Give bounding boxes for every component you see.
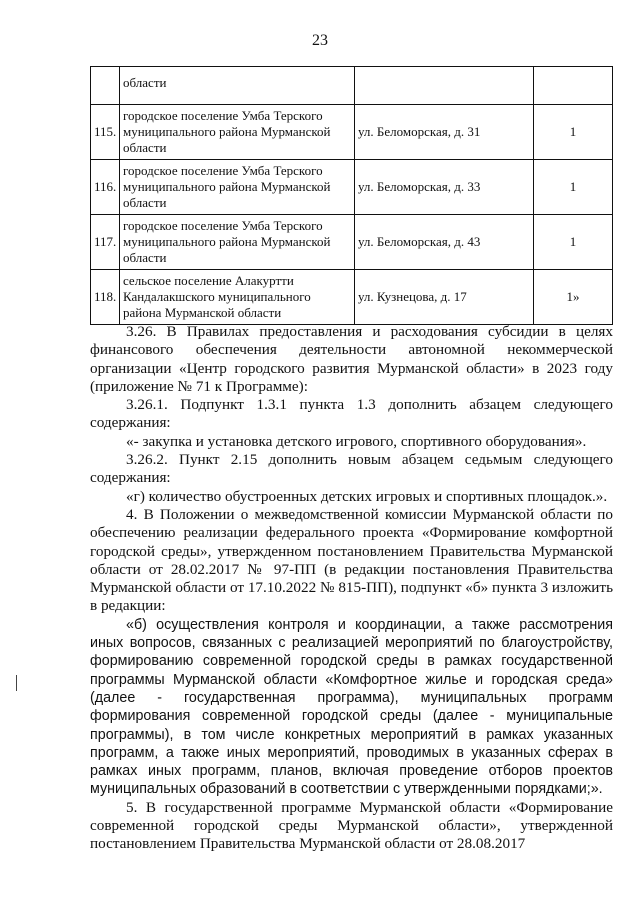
paragraph-quote-purchase: «- закупка и установка детского игрового, спортивного оборудования». — [126, 432, 587, 450]
table-row — [91, 105, 613, 160]
settlements-table — [90, 66, 613, 325]
table-row — [91, 67, 613, 105]
quantity-cell: 1» — [534, 270, 613, 325]
row-number-cell — [91, 67, 120, 105]
page-number: 23 — [312, 32, 328, 49]
table-row — [91, 270, 613, 325]
paragraph-5: 5. В государственной программе Мурманской области «Формирование современной городской среды Мурманской области», утвержденной постановлением Правительства Мурманской области от 28.08.2017 — [90, 798, 613, 853]
document-body — [90, 323, 613, 854]
quantity-cell: 1 — [534, 160, 613, 215]
settlement-cell: области — [120, 67, 355, 105]
quantity-cell — [534, 67, 613, 105]
paragraph-3-26-2: 3.26.2. Пункт 2.15 дополнить новым абзацем седьмым следующего содержания: — [90, 451, 613, 487]
address-cell: ул. Беломорская, д. 31 — [355, 105, 534, 160]
quantity-cell: 1 — [534, 105, 613, 160]
row-number-cell: 116. — [91, 160, 120, 215]
table-row — [91, 215, 613, 270]
row-number-cell: 115. — [91, 105, 120, 160]
paragraph-quote-b: «б) осуществления контроля и координации, а также рассмотрения иных вопросов, связанных с реализацией мероприятий по благоустройству, формированию современной городской среды в рамках государственной программы Мурманской области «Комфортное жилье и городская среда» (далее - государственная программа), муниципальных программ формирования современной городской среды (далее - муниципальные программы), в том числе конкретных мероприятий в рамках указанных программ, а также иных мероприятий, проводимых в указанных сферах в рамках иных программ, планов, включая проведение отборов проектов муниципальных образований в соответствии с утвержденными порядками;». — [90, 616, 613, 798]
address-cell: ул. Беломорская, д. 43 — [355, 215, 534, 270]
table-row — [91, 160, 613, 215]
paragraph-4: 4. В Положении о межведомственной комиссии Мурманской области по обеспечению реализации федерального проекта «Формирование комфортной городской среды», утвержденном постановлением Правительства Мурманской области от 28.02.2017 № 97-ПП (в редакции постановления Правительства Мурманской области от 17.10.2022 № 815-ПП), подпункт «б» пункта 3 изложить в редакции: — [90, 505, 613, 615]
paragraph-3-26: 3.26. В Правилах предоставления и расходования субсидии в целях финансового обеспечения деятельности автономной некоммерческой организации «Центр городского развития Мурманской области» в 2023 году (приложение № 71 к Программе): — [90, 323, 613, 395]
row-number-cell: 118. — [91, 270, 120, 325]
address-cell — [355, 67, 534, 105]
paragraph-3-26-1: 3.26.1. Подпункт 1.3.1 пункта 1.3 дополнить абзацем следующего содержания: — [90, 396, 613, 432]
address-cell: ул. Беломорская, д. 33 — [355, 160, 534, 215]
row-number-cell: 117. — [91, 215, 120, 270]
settlement-cell: городское поселение Умба Терского муниципального района Мурманской области — [120, 215, 355, 270]
settlement-cell: городское поселение Умба Терского муниципального района Мурманской области — [120, 160, 355, 215]
margin-mark — [16, 675, 17, 691]
address-cell: ул. Кузнецова, д. 17 — [355, 270, 534, 325]
paragraph-quote-playgrounds: «г) количество обустроенных детских игровых и спортивных площадок.». — [126, 487, 608, 505]
settlement-cell: сельское поселение Алакуртти Кандалакшского муниципального района Мурманской области — [120, 270, 355, 325]
quantity-cell: 1 — [534, 215, 613, 270]
settlement-cell: городское поселение Умба Терского муниципального района Мурманской области — [120, 105, 355, 160]
